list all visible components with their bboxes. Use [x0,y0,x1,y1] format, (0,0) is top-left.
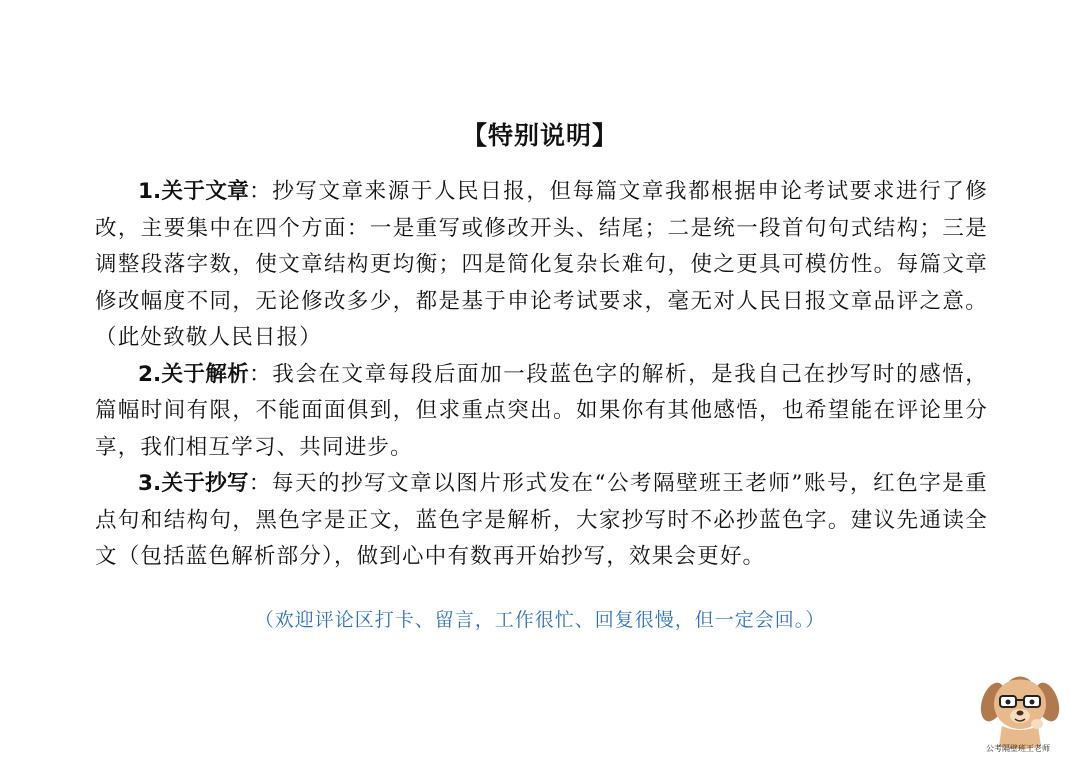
section-heading: 3.关于抄写 [138,471,249,496]
page-title: 【特别说明】 [461,121,618,150]
section-about-analysis [95,357,988,467]
section-text: ：每天的抄写文章以图片形式发在“公考隔壁班王老师”账号，红色字是重点句和结构句，黑色字是正文，蓝色字是解析，大家抄写时不必抄蓝色字。建议先通读全文（包括蓝色解析部分），做到心中有数再开始抄写，效果会更好。 [95,471,988,569]
comment-note: （欢迎评论区打卡、留言，工作很忙、回复很慢，但一定会回。） [254,609,826,631]
logo-caption: 公考隔壁班王老师 [986,744,1050,753]
section-text: ：抄写文章来源于人民日报，但每篇文章我都根据申论考试要求进行了修改，主要集中在四个方面：一是重写或修改开头、结尾；二是统一段首句句式结构；三是调整段落字数，使文章结构更均衡；四是简化复杂长难句，使之更具可模仿性。每篇文章修改幅度不同，无论修改多少，都是基于申论考试要求，毫无对人民日报文章品评之意。（此处致敬人民日报） [95,179,988,350]
section-heading: 2.关于解析 [138,361,250,387]
section-heading: 1.关于文章 [138,179,250,204]
explanation-body [95,174,988,576]
section-about-article [95,174,988,357]
section-text: ：我会在文章每段后面加一段蓝色字的解析，是我自己在抄写时的感悟，篇幅时间有限，不能面面俱到，但求重点突出。如果你有其他感悟，也希望能在评论里分享，我们相互学习、共同进步。 [95,361,988,460]
section-about-copying [95,466,988,576]
